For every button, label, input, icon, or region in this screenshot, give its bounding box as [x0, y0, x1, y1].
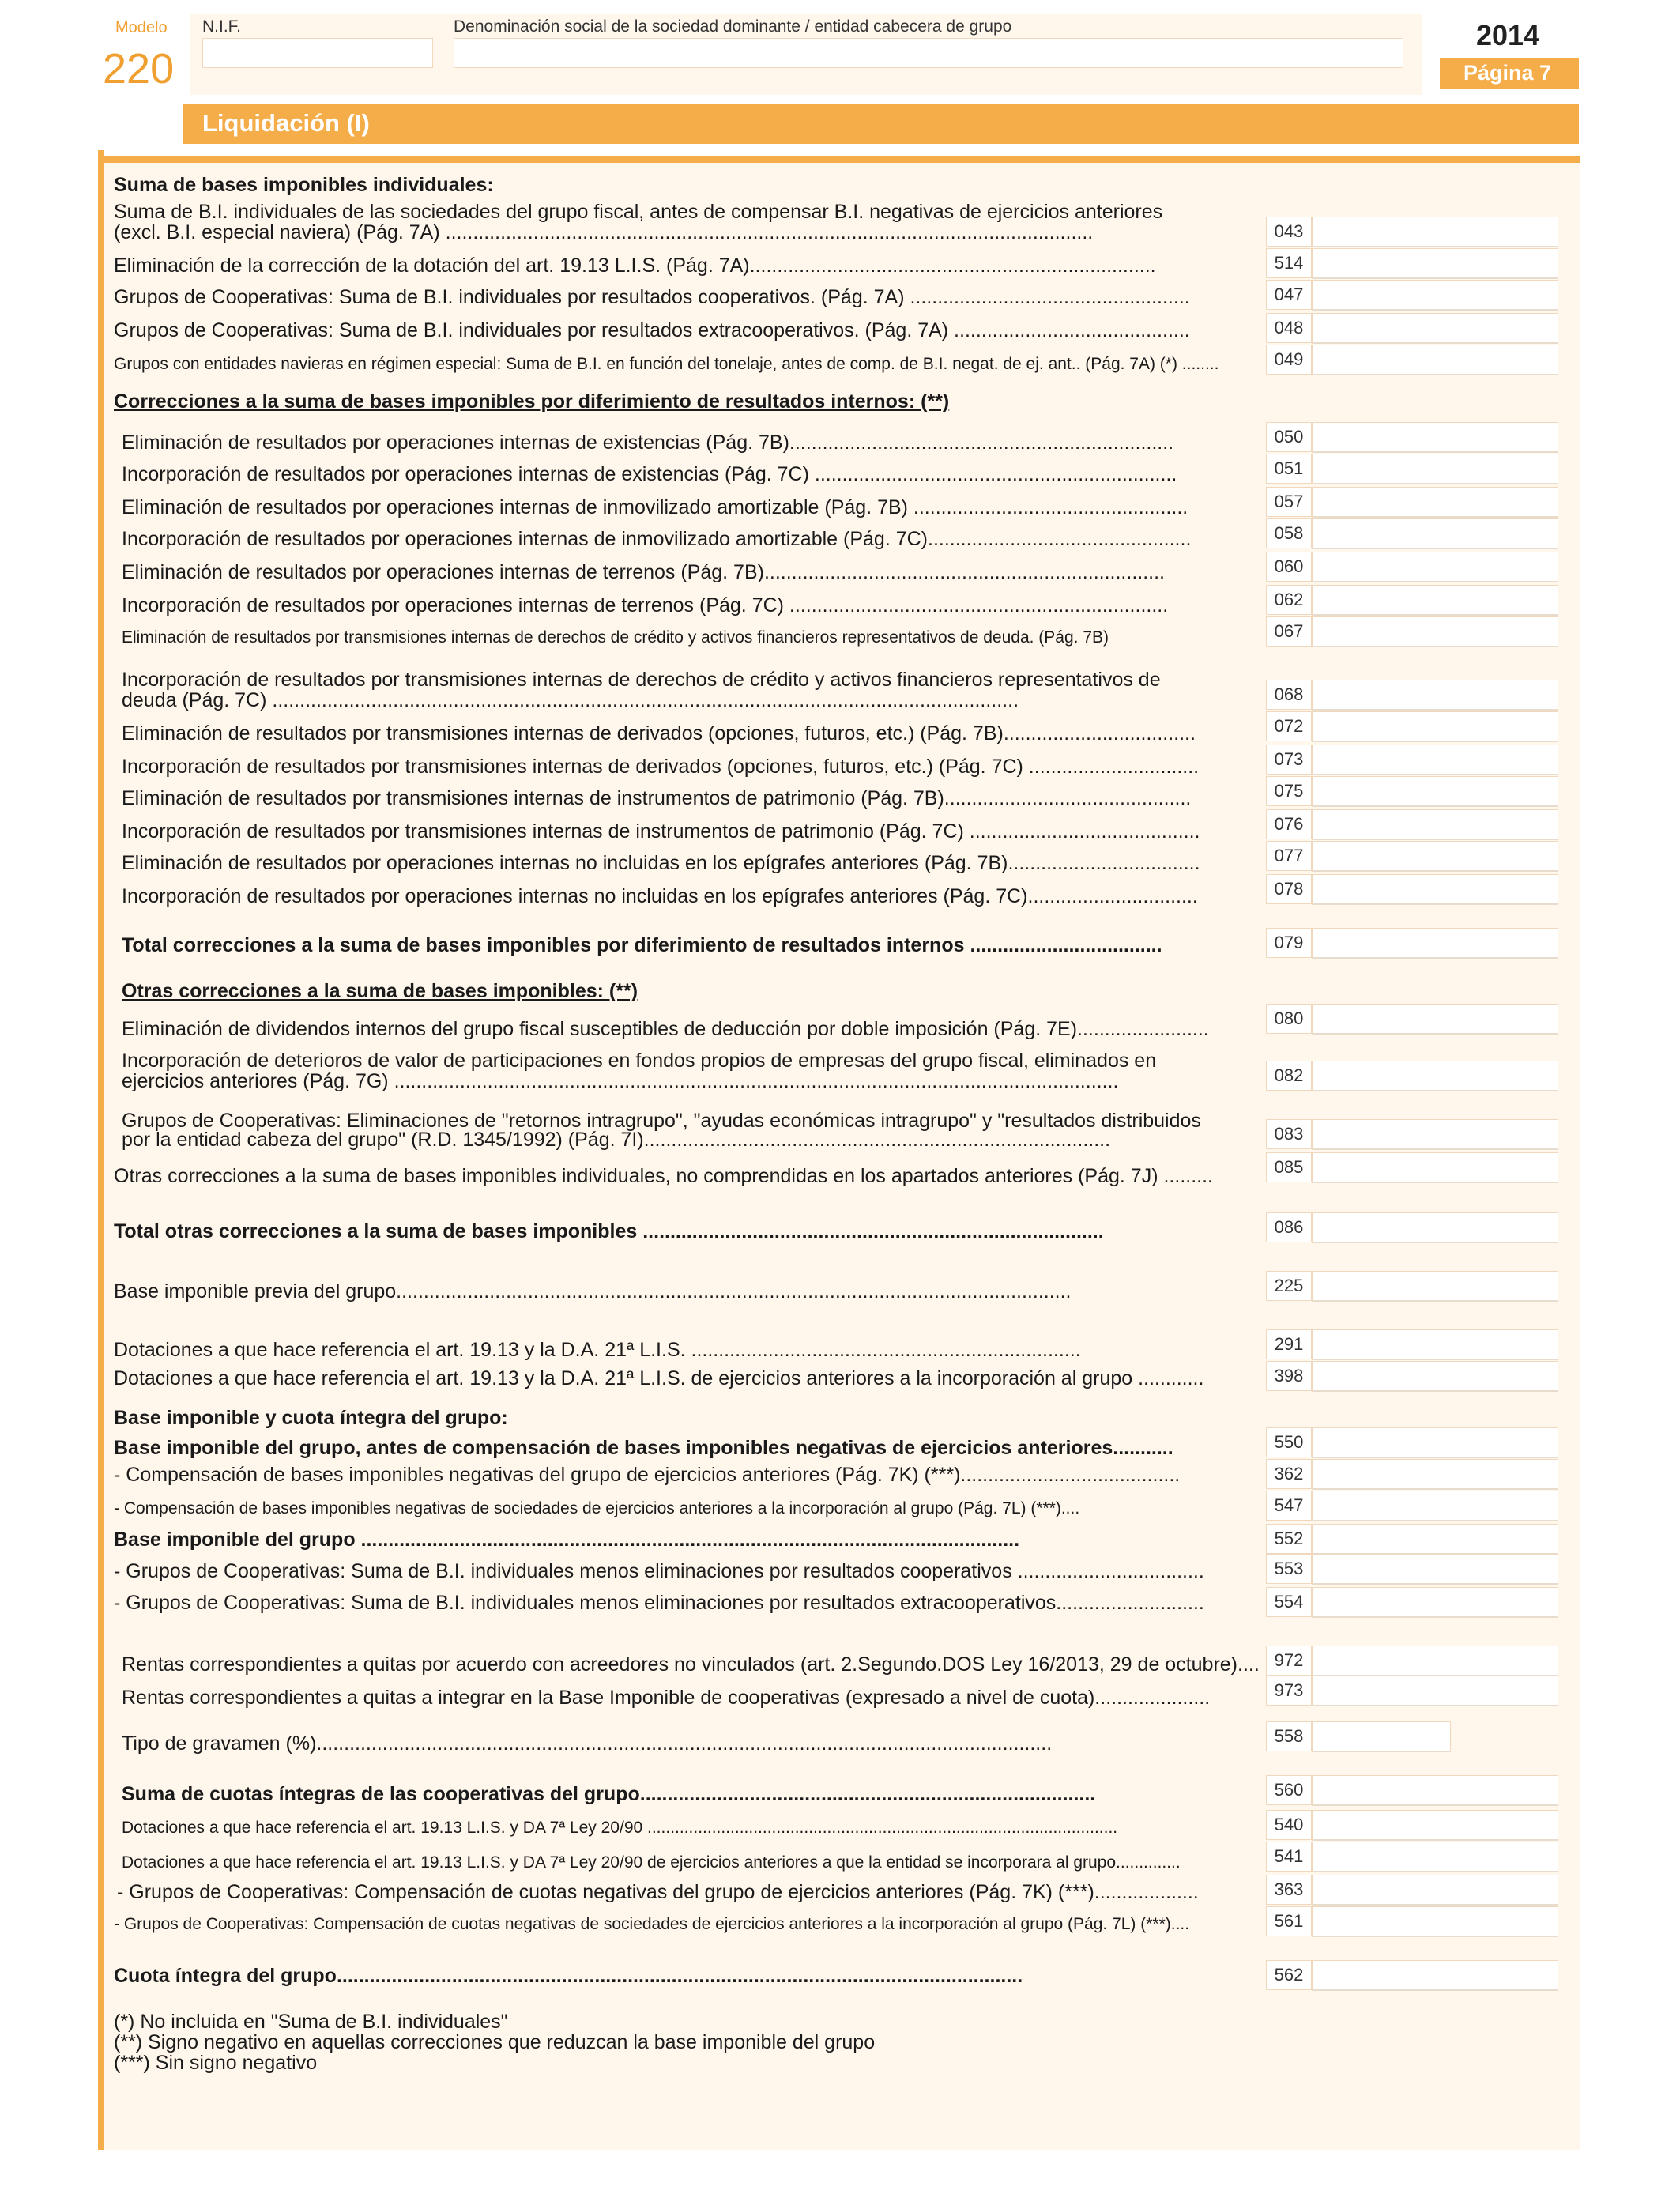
- row-072-code: 072: [1266, 711, 1312, 741]
- row-058-input[interactable]: [1312, 518, 1558, 549]
- row-083-input[interactable]: [1312, 1119, 1558, 1150]
- page-badge: [1440, 58, 1579, 89]
- row-078-code: 078: [1266, 874, 1312, 904]
- row-067-label: Eliminación de resultados por transmisiones internas de derechos de crédito y activos financieros representativos de deuda. (Pág. 7B): [122, 628, 1109, 647]
- row-973-code: 973: [1266, 1676, 1312, 1706]
- row-057-code: 057: [1266, 487, 1312, 517]
- row-363-label: - Grupos de Cooperativas: Compensación de cuotas negativas del grupo de ejercicios anteriores (Pág. 7K) (***)...................: [117, 1881, 1199, 1903]
- row-291-label: Dotaciones a que hace referencia el art. 19.13 y la D.A. 21ª L.I.S. .......................................................................: [114, 1339, 1081, 1361]
- row-043-input[interactable]: [1312, 217, 1558, 247]
- row-560-input[interactable]: [1312, 1775, 1558, 1806]
- row-057-input[interactable]: [1312, 487, 1558, 518]
- row-558-label: Tipo de gravamen (%)......................................................................................................................................: [122, 1732, 1053, 1755]
- row-082-input[interactable]: [1312, 1061, 1558, 1091]
- row-561-input[interactable]: [1312, 1906, 1558, 1937]
- row-560-label: Suma de cuotas íntegras de las cooperativas del grupo...................................................................................: [122, 1783, 1096, 1805]
- row-362-label: - Compensación de bases imponibles negativas del grupo de ejercicios anteriores (Pág. 7K) (***)........................................: [114, 1464, 1181, 1486]
- row-086-input[interactable]: [1312, 1212, 1558, 1243]
- row-057-label: Eliminación de resultados por operaciones internas de inmovilizado amortizable (Pág. 7B) ..................................................: [122, 496, 1188, 518]
- row-051-input[interactable]: [1312, 454, 1558, 484]
- row-043-code: 043: [1266, 217, 1312, 247]
- heading-base-cuota: Base imponible y cuota íntegra del grupo:: [114, 1407, 508, 1429]
- row-047-label: Grupos de Cooperativas: Suma de B.I. individuales por resultados cooperativos. (Pág. 7A) ...................................................: [114, 286, 1190, 308]
- row-554-input[interactable]: [1312, 1587, 1558, 1618]
- row-075-input[interactable]: [1312, 776, 1558, 807]
- row-225-code: 225: [1266, 1271, 1312, 1301]
- row-073-input[interactable]: [1312, 745, 1558, 775]
- row-363-input[interactable]: [1312, 1875, 1558, 1906]
- row-973-input[interactable]: [1312, 1676, 1558, 1706]
- row-362-input[interactable]: [1312, 1459, 1558, 1490]
- row-083-code: 083: [1266, 1119, 1312, 1149]
- row-062-label: Incorporación de resultados por operaciones internas de terrenos (Pág. 7C) .....................................................................: [122, 594, 1169, 616]
- row-075-label: Eliminación de resultados por transmisiones internas de instrumentos de patrimonio (Pág. 7B).............................................: [122, 787, 1192, 809]
- nif-label: N.I.F.: [202, 17, 242, 36]
- row-058-code: 058: [1266, 518, 1312, 548]
- row-553-code: 553: [1266, 1554, 1312, 1584]
- row-058-label: Incorporación de resultados por operaciones internas de inmovilizado amortizable (Pág. 7C)................................................: [122, 528, 1192, 550]
- row-067-code: 067: [1266, 616, 1312, 647]
- row-558-code: 558: [1266, 1721, 1312, 1751]
- row-550-code: 550: [1266, 1427, 1312, 1457]
- row-060-label: Eliminación de resultados por operaciones internas de terrenos (Pág. 7B).........................................................................: [122, 561, 1165, 583]
- year: 2014: [1476, 19, 1540, 51]
- row-062-code: 062: [1266, 585, 1312, 615]
- row-050-code: 050: [1266, 422, 1312, 452]
- row-562-label: Cuota íntegra del grupo.............................................................................................................................: [114, 1965, 1023, 1987]
- row-060-code: 060: [1266, 552, 1312, 582]
- row-514-input[interactable]: [1312, 248, 1558, 279]
- row-291-input[interactable]: [1312, 1329, 1558, 1360]
- section-title-bar: [183, 104, 1579, 144]
- row-541-label: Dotaciones a que hace referencia el art. 19.13 L.I.S. y DA 7ª Ley 20/90 de ejercicios anteriores a que la entidad se incorporara al grupo..............: [122, 1853, 1181, 1872]
- row-083-label-2: por la entidad cabeza del grupo" (R.D. 1345/1992) (Pág. 7I).....................................................................................: [122, 1129, 1111, 1151]
- row-541-input[interactable]: [1312, 1842, 1558, 1872]
- row-547-input[interactable]: [1312, 1491, 1558, 1521]
- row-079-input[interactable]: [1312, 928, 1558, 959]
- row-068-input[interactable]: [1312, 680, 1558, 711]
- row-049-code: 049: [1266, 345, 1312, 375]
- row-048-label: Grupos de Cooperativas: Suma de B.I. individuales por resultados extracooperativos. (Pág. 7A) ...........................................: [114, 319, 1190, 341]
- row-048-input[interactable]: [1312, 313, 1558, 344]
- row-068-label: Incorporación de resultados por transmisiones internas de derechos de crédito y activos financieros representativos de: [122, 669, 1161, 691]
- denominacion-field[interactable]: [454, 38, 1403, 68]
- row-067-input[interactable]: [1312, 616, 1558, 647]
- row-080-input[interactable]: [1312, 1004, 1558, 1035]
- row-540-input[interactable]: [1312, 1810, 1558, 1841]
- row-540-code: 540: [1266, 1810, 1312, 1840]
- row-398-label: Dotaciones a que hace referencia el art. 19.13 y la D.A. 21ª L.I.S. de ejercicios anteriores a la incorporación al grupo ............: [114, 1367, 1204, 1389]
- row-049-label: Grupos con entidades navieras en régimen especial: Suma de B.I. en función del tonelaje, antes de comp. de B.I. negat. de ej. ant.. (Pág. 7A) (*) ........: [114, 355, 1219, 373]
- row-541-code: 541: [1266, 1842, 1312, 1872]
- row-973-label: Rentas correspondientes a quitas a integrar en la Base Imponible de cooperativas (expresado a nivel de cuota).....................: [122, 1687, 1211, 1709]
- side-rule: [98, 150, 104, 2150]
- row-562-code: 562: [1266, 1960, 1312, 1990]
- row-073-code: 073: [1266, 745, 1312, 775]
- row-043-label-2: (excl. B.I. especial naviera) (Pág. 7A) ......................................................................................................................: [114, 221, 1094, 243]
- row-554-label: - Grupos de Cooperativas: Suma de B.I. individuales menos eliminaciones por resultados extracooperativos...........................: [114, 1592, 1204, 1614]
- row-972-code: 972: [1266, 1646, 1312, 1676]
- row-362-code: 362: [1266, 1459, 1312, 1489]
- row-075-code: 075: [1266, 776, 1312, 806]
- heading-correcciones: Correcciones a la suma de bases imponibles por diferimiento de resultados internos: (**): [114, 390, 950, 413]
- row-561-label: - Grupos de Cooperativas: Compensación de cuotas negativas de sociedades de ejercicios anteriores a la incorporación al grupo (Pág. 7L) (***)....: [114, 1915, 1190, 1933]
- row-050-input[interactable]: [1312, 422, 1558, 453]
- row-291-code: 291: [1266, 1329, 1312, 1359]
- row-514-code: 514: [1266, 248, 1312, 278]
- row-540-label: Dotaciones a que hace referencia el art. 19.13 L.I.S. y DA 7ª Ley 20/90 ......................................................................................................: [122, 1819, 1118, 1837]
- row-068-label-2: deuda (Pág. 7C) ........................................................................................................................................: [122, 689, 1019, 711]
- row-552-input[interactable]: [1312, 1524, 1558, 1555]
- row-398-input[interactable]: [1312, 1361, 1558, 1392]
- row-062-input[interactable]: [1312, 585, 1558, 616]
- row-078-input[interactable]: [1312, 874, 1558, 905]
- row-363-code: 363: [1266, 1875, 1312, 1905]
- row-225-label: Base imponible previa del grupo...........................................................................................................................: [114, 1280, 1072, 1302]
- row-072-label: Eliminación de resultados por transmisiones internas de derivados (opciones, futuros, etc.) (Pág. 7B)...................................: [122, 722, 1196, 745]
- row-076-input[interactable]: [1312, 809, 1558, 840]
- top-rule: [98, 156, 1580, 163]
- row-073-label: Incorporación de resultados por transmisiones internas de derivados (opciones, futuros, etc.) (Pág. 7C) ...............................: [122, 756, 1200, 778]
- row-077-code: 077: [1266, 841, 1312, 871]
- row-082-label: Incorporación de deterioros de valor de participaciones en fondos propios de empresas del grupo fiscal, eliminados en: [122, 1050, 1157, 1072]
- row-047-code: 047: [1266, 280, 1312, 310]
- row-082-code: 082: [1266, 1061, 1312, 1091]
- row-560-code: 560: [1266, 1775, 1312, 1805]
- row-550-input[interactable]: [1312, 1427, 1558, 1458]
- row-514-label: Eliminación de la corrección de la dotación del art. 19.13 L.I.S. (Pág. 7A)..........................................................................: [114, 254, 1156, 277]
- row-049-input[interactable]: [1312, 345, 1558, 375]
- row-080-label: Eliminación de dividendos internos del grupo fiscal susceptibles de deducción por doble imposición (Pág. 7E)........................: [122, 1018, 1209, 1040]
- row-077-label: Eliminación de resultados por operaciones internas no incluidas en los epígrafes anteriores (Pág. 7B)...................................: [122, 852, 1200, 874]
- heading-suma-bases: Suma de bases imponibles individuales:: [114, 174, 494, 196]
- row-086-code: 086: [1266, 1212, 1312, 1242]
- row-082-label-2: ejercicios anteriores (Pág. 7G) ....................................................................................................................................: [122, 1070, 1119, 1092]
- row-972-input[interactable]: [1312, 1646, 1558, 1676]
- row-076-label: Incorporación de resultados por transmisiones internas de instrumentos de patrimonio (Pág. 7C) ..........................................: [122, 820, 1200, 843]
- row-553-input[interactable]: [1312, 1554, 1558, 1585]
- row-085-label: Otras correcciones a la suma de bases imponibles individuales, no comprendidas en los apartados anteriores (Pág. 7J) .........: [114, 1165, 1213, 1187]
- row-078-label: Incorporación de resultados por operaciones internas no incluidas en los epígrafes anteriores (Pág. 7C)...............................: [122, 885, 1198, 907]
- row-076-code: 076: [1266, 809, 1312, 839]
- row-072-input[interactable]: [1312, 711, 1558, 742]
- row-552-label: Base imponible del grupo ........................................................................................................................: [114, 1529, 1020, 1551]
- row-547-label: - Compensación de bases imponibles negativas de sociedades de ejercicios anteriores a la incorporación al grupo (Pág. 7L) (***)....: [114, 1499, 1080, 1517]
- row-552-code: 552: [1266, 1524, 1312, 1554]
- row-561-code: 561: [1266, 1906, 1312, 1936]
- footnote-3: (***) Sin signo negativo: [114, 2052, 318, 2074]
- row-083-label: Grupos de Cooperativas: Eliminaciones de "retornos intragrupo", "ayudas económicas intragrupo" y "resultados distribuidos: [122, 1110, 1201, 1132]
- row-068-code: 068: [1266, 680, 1312, 710]
- nif-field[interactable]: [202, 38, 433, 68]
- modelo-label: Modelo: [115, 19, 168, 36]
- heading-otras: Otras correcciones a la suma de bases imponibles: (**): [122, 980, 638, 1002]
- page-number: Página 7: [1463, 61, 1552, 85]
- row-085-input[interactable]: [1312, 1152, 1558, 1183]
- footnote-2: (**) Signo negativo en aquellas correcciones que reduzcan la base imponible del grupo: [114, 2031, 876, 2053]
- row-547-code: 547: [1266, 1491, 1312, 1521]
- row-079-label: Total correcciones a la suma de bases imponibles por diferimiento de resultados internos ...................................: [122, 934, 1162, 956]
- row-972-label: Rentas correspondientes a quitas por acuerdo con acreedores no vinculados (art. 2.Segundo.DOS Ley 16/2013, 29 de octubre)....: [122, 1653, 1260, 1676]
- row-550-label: Base imponible del grupo, antes de compensación de bases imponibles negativas de ejercicios anteriores...........: [114, 1437, 1173, 1459]
- row-225-input[interactable]: [1312, 1271, 1558, 1302]
- row-060-input[interactable]: [1312, 552, 1558, 582]
- section-title: Liquidación (I): [202, 109, 370, 137]
- footnote-1: (*) No incluida en "Suma de B.I. individuales": [114, 2011, 508, 2033]
- row-079-code: 079: [1266, 928, 1312, 958]
- row-085-code: 085: [1266, 1152, 1312, 1182]
- row-048-code: 048: [1266, 313, 1312, 343]
- row-086-label: Total otras correcciones a la suma de bases imponibles ....................................................................................: [114, 1220, 1104, 1242]
- row-051-label: Incorporación de resultados por operaciones internas de existencias (Pág. 7C) ..................................................................: [122, 463, 1177, 485]
- row-554-code: 554: [1266, 1587, 1312, 1617]
- row-398-code: 398: [1266, 1361, 1312, 1391]
- row-050-label: Eliminación de resultados por operaciones internas de existencias (Pág. 7B)......................................................................: [122, 432, 1174, 454]
- denominacion-label: Denominación social de la sociedad dominante / entidad cabecera de grupo: [454, 17, 1012, 36]
- row-558-input[interactable]: [1312, 1721, 1451, 1752]
- row-051-code: 051: [1266, 454, 1312, 484]
- row-077-input[interactable]: [1312, 841, 1558, 872]
- row-043-label: Suma de B.I. individuales de las sociedades del grupo fiscal, antes de compensar B.I. negativas de ejercicios anteriores: [114, 201, 1163, 223]
- row-047-input[interactable]: [1312, 280, 1558, 311]
- modelo-number: 220: [103, 45, 175, 92]
- row-080-code: 080: [1266, 1004, 1312, 1034]
- row-562-input[interactable]: [1312, 1960, 1558, 1991]
- row-553-label: - Grupos de Cooperativas: Suma de B.I. individuales menos eliminaciones por resultados cooperativos ..................................: [114, 1560, 1204, 1582]
